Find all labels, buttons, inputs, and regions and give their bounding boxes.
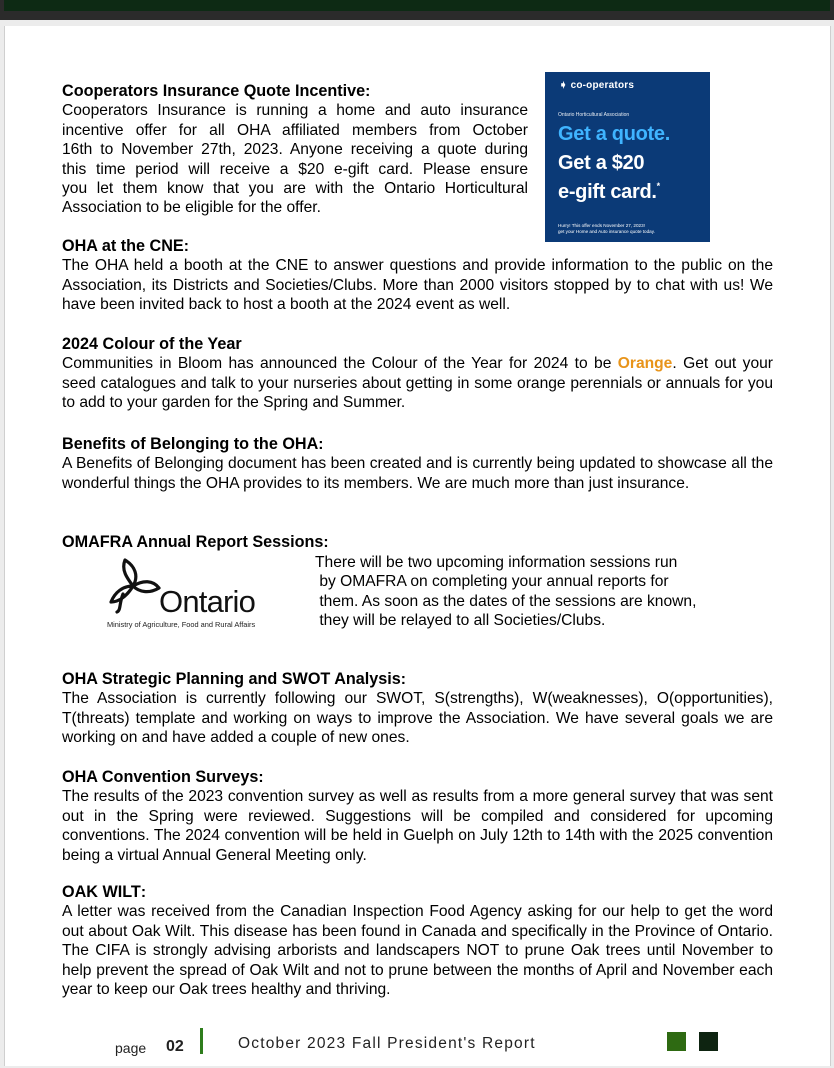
section-colour-of-year	[62, 335, 773, 413]
top-bar-band	[4, 0, 830, 11]
ad-headline-2: Get a $20	[558, 152, 645, 174]
ad-fine-print: Hurry! This offer ends November 27, 2023! get your Home and Auto insurance quote today.	[558, 223, 655, 234]
section-heading: OAK WILT	[62, 883, 141, 901]
omafra-line-3: them. As soon as the dates of the sessions are known,	[315, 592, 697, 610]
footer-title: October 2023 Fall President's Report	[238, 1035, 536, 1052]
coop-line-3: 16th to November 27th, 2023. Anyone receiving a quote during	[62, 141, 528, 159]
coop-line-1: Cooperators Insurance is running a home and auto insurance	[62, 102, 528, 120]
section-body: A Benefits of Belonging document has been created and is currently being updated to showcase all the wonderful things the OHA provides to its members. We are much more than just insurance.	[62, 455, 773, 492]
ad-asterisk: *	[656, 181, 660, 191]
omafra-line-2: by OMAFRA on completing your annual reports for	[315, 573, 669, 591]
ad-brand: ➧ co-operators	[559, 80, 635, 91]
cooperators-ad	[545, 72, 710, 242]
page-number: 02	[166, 1038, 184, 1055]
section-surveys: OHA Convention Surveys: The results of the 2023 convention survey as well as results from a more general survey that was sent out in the Spring were reviewed. Suggestions will be compiled and considered for upcoming conventions. The 2024 convention will be held in Guelph on July 12th to 14th with the 2025 convention being a virtual Annual General Meeting only.	[62, 768, 773, 864]
omafra-line-4: they will be relayed to all Societies/Clubs.	[315, 612, 606, 630]
section-body: A letter was received from the Canadian Inspection Food Agency asking for our help to get the word out about Oak Wilt. This disease has been found in Canada and specifically in the Province of Ontario. The CIFA is strongly advising arborists and landscapers NOT to prune Oak trees until November to help prevent the spread of Oak Wilt and not to prune between the months of April and November each year to keep our Oak trees healthy and thriving.	[62, 903, 773, 999]
page-label: page	[115, 1040, 147, 1056]
section-heading: OHA at the CNE	[62, 237, 184, 255]
section-body: Communities in Bloom has announced the Colour of the Year for 2024 to be Orange. Get out your seed catalogues and talk to your nurseries about getting in some orange perennials or annuals for you to add to your garden for the Spring and Summer.	[62, 355, 773, 412]
highlight-orange: Orange	[617, 355, 673, 373]
section-cooperators: Cooperators Insurance Quote Incentive: Cooperators Insurance is running a home and auto insurance incentive offer for all OHA affiliated members from October 16th to November 27th, 2023. Anyone receiving a quote during this time period will receive a $20 e-gift card. Please ensure you let them know that you are with the Ontario Horticultural Association to be eligible for the offer.	[62, 82, 528, 217]
ad-org: Ontario Horticultural Association	[558, 112, 630, 118]
top-bar	[0, 0, 834, 20]
section-body: The OHA held a booth at the CNE to answer questions and provide information to the public on the Association, its Districts and Societies/Clubs. More than 2000 visitors stopped by to chat with us! We have been invited back to host a booth at the 2024 event as well.	[62, 257, 773, 314]
section-body: The Association is currently following our SWOT, S(strengths), W(weaknesses), O(opportunities), T(threats) template and working on ways to improve the Association. We have several goals we are working on and have added a couple of new ones.	[62, 690, 773, 747]
section-heading: OHA Convention Surveys	[62, 768, 259, 786]
coop-line-6: Association to be eligible for the offer.	[62, 199, 321, 217]
section-benefits: Benefits of Belonging to the OHA: A Benefits of Belonging document has been created and is currently being updated to showcase all the wonderful things the OHA provides to its members. We are much more than just insurance.	[62, 435, 773, 492]
omafra-text	[315, 553, 696, 631]
coop-line-2: incentive offer for all OHA affiliated members from October	[62, 121, 528, 139]
section-heading: OMAFRA Annual Report Sessions	[62, 533, 324, 551]
coop-line-4: this time period will receive a $20 e-gift card. Please ensure	[62, 160, 528, 178]
section-omafra: OMAFRA Annual Report Sessions:	[62, 533, 329, 551]
ad-headline-3: e-gift card.*	[558, 181, 660, 203]
section-heading: 2024 Colour of the Year	[62, 335, 242, 353]
document-page	[4, 26, 831, 1066]
omafra-line-1: There will be two upcoming information sessions run	[315, 554, 678, 571]
trillium-icon	[109, 558, 161, 614]
ontario-ministry-name: Ministry of Agriculture, Food and Rural Affairs	[107, 620, 256, 629]
page-footer	[5, 1028, 830, 1068]
section-body: The results of the 2023 convention survey as well as results from a more general survey that was sent out in the Spring were reviewed. Suggestions will be compiled and considered for upcoming conventions. The 2024 convention will be held in Guelph on July 12th to 14th with the 2025 convention being a virtual Annual General Meeting only.	[62, 788, 773, 864]
section-heading: Benefits of Belonging to the OHA	[62, 435, 319, 453]
ad-headline-1: Get a quote.	[558, 123, 670, 145]
ontario-logo	[105, 558, 280, 634]
section-oak-wilt: OAK WILT: A letter was received from the Canadian Inspection Food Agency asking for our help to get the word out about Oak Wilt. This disease has been found in Canada and specifically in the Province of Ontario. The CIFA is strongly advising arborists and landscapers NOT to prune Oak trees until November to help prevent the spread of Oak Wilt and not to prune between the months of April and November each year to keep our Oak trees healthy and thriving.	[62, 883, 773, 999]
cooperators-logo-icon: ➧	[559, 80, 568, 91]
ontario-wordmark: Ontario	[159, 584, 256, 619]
section-swot: OHA Strategic Planning and SWOT Analysis: The Association is currently following our SWOT, S(strengths), W(weaknesses), O(opportunities), T(threats) template and working on ways to improve the Association. We have several goals we are working on and have added a couple of new ones.	[62, 670, 773, 747]
section-heading: OHA Strategic Planning and SWOT Analysis	[62, 670, 401, 688]
footer-divider	[200, 1028, 203, 1054]
coop-line-5: you let them know that you are with the Ontario Horticultural	[62, 180, 528, 198]
footer-square-dark	[699, 1032, 718, 1051]
footer-square-green	[667, 1032, 686, 1051]
section-cne: OHA at the CNE: The OHA held a booth at the CNE to answer questions and provide information to the public on the Association, its Districts and Societies/Clubs. More than 2000 visitors stopped by to chat with us! We have been invited back to host a booth at the 2024 event as well.	[62, 237, 773, 314]
section-heading: Cooperators Insurance Quote Incentive	[62, 82, 366, 100]
